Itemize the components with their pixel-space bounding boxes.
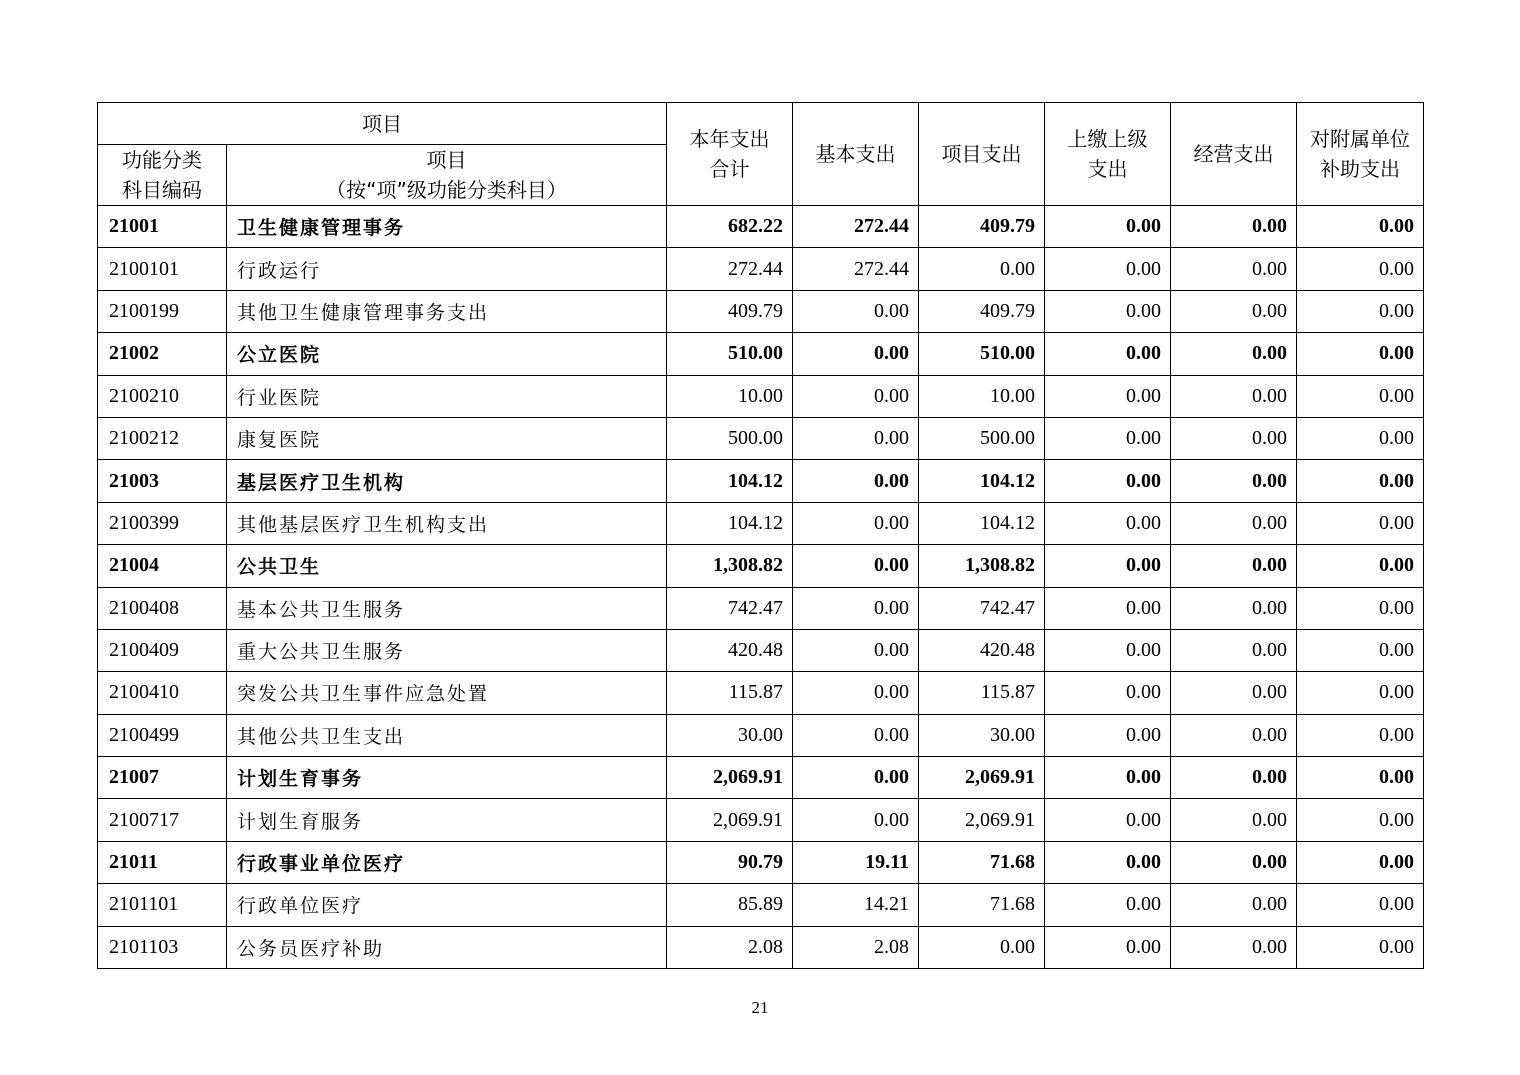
cell-upper: 0.00 xyxy=(1045,714,1171,756)
table-body xyxy=(98,206,1424,969)
cell-upper: 0.00 xyxy=(1045,757,1171,799)
table-row xyxy=(98,375,1424,417)
table-row xyxy=(98,417,1424,459)
cell-total: 115.87 xyxy=(667,672,793,714)
cell-upper: 0.00 xyxy=(1045,884,1171,926)
cell-code: 2100101 xyxy=(98,248,227,290)
cell-upper: 0.00 xyxy=(1045,926,1171,968)
table-row-category xyxy=(98,333,1424,375)
header-row-1 xyxy=(98,103,1424,145)
cell-upper: 0.00 xyxy=(1045,545,1171,587)
cell-name: 突发公共卫生事件应急处置 xyxy=(227,672,667,714)
cell-subsidy: 0.00 xyxy=(1297,841,1424,883)
cell-total: 2,069.91 xyxy=(667,799,793,841)
cell-name: 计划生育服务 xyxy=(227,799,667,841)
table-row xyxy=(98,714,1424,756)
page-number: 21 xyxy=(751,998,769,1017)
cell-business: 0.00 xyxy=(1171,545,1297,587)
cell-name: 行政单位医疗 xyxy=(227,884,667,926)
table-row xyxy=(98,672,1424,714)
cell-project: 0.00 xyxy=(919,926,1045,968)
cell-code: 21011 xyxy=(98,841,227,883)
cell-code: 2100210 xyxy=(98,375,227,417)
cell-business: 0.00 xyxy=(1171,629,1297,671)
cell-name: 基本公共卫生服务 xyxy=(227,587,667,629)
cell-business: 0.00 xyxy=(1171,714,1297,756)
table-row xyxy=(98,502,1424,544)
cell-business: 0.00 xyxy=(1171,926,1297,968)
cell-project: 1,308.82 xyxy=(919,545,1045,587)
cell-upper: 0.00 xyxy=(1045,841,1171,883)
cell-project: 409.79 xyxy=(919,290,1045,332)
cell-project: 10.00 xyxy=(919,375,1045,417)
cell-project: 0.00 xyxy=(919,248,1045,290)
cell-subsidy: 0.00 xyxy=(1297,206,1424,248)
cell-upper: 0.00 xyxy=(1045,629,1171,671)
cell-total: 409.79 xyxy=(667,290,793,332)
cell-project: 104.12 xyxy=(919,460,1045,502)
table-row xyxy=(98,926,1424,968)
cell-name: 计划生育事务 xyxy=(227,757,667,799)
cell-business: 0.00 xyxy=(1171,206,1297,248)
cell-basic: 0.00 xyxy=(793,757,919,799)
cell-code: 21007 xyxy=(98,757,227,799)
cell-total: 90.79 xyxy=(667,841,793,883)
cell-subsidy: 0.00 xyxy=(1297,672,1424,714)
cell-subsidy: 0.00 xyxy=(1297,248,1424,290)
cell-upper: 0.00 xyxy=(1045,672,1171,714)
cell-business: 0.00 xyxy=(1171,248,1297,290)
cell-business: 0.00 xyxy=(1171,757,1297,799)
header-total: 本年支出 合计 xyxy=(667,103,793,206)
cell-business: 0.00 xyxy=(1171,290,1297,332)
cell-total: 1,308.82 xyxy=(667,545,793,587)
table-row xyxy=(98,248,1424,290)
cell-code: 2100399 xyxy=(98,502,227,544)
cell-code: 2101103 xyxy=(98,926,227,968)
cell-business: 0.00 xyxy=(1171,587,1297,629)
cell-subsidy: 0.00 xyxy=(1297,460,1424,502)
cell-code: 2100717 xyxy=(98,799,227,841)
cell-code: 2100408 xyxy=(98,587,227,629)
table-row-category xyxy=(98,841,1424,883)
cell-basic: 0.00 xyxy=(793,714,919,756)
cell-upper: 0.00 xyxy=(1045,290,1171,332)
cell-code: 21004 xyxy=(98,545,227,587)
cell-upper: 0.00 xyxy=(1045,375,1171,417)
cell-name: 其他卫生健康管理事务支出 xyxy=(227,290,667,332)
cell-total: 2,069.91 xyxy=(667,757,793,799)
cell-upper: 0.00 xyxy=(1045,460,1171,502)
table-row xyxy=(98,799,1424,841)
cell-total: 420.48 xyxy=(667,629,793,671)
cell-total: 742.47 xyxy=(667,587,793,629)
cell-subsidy: 0.00 xyxy=(1297,629,1424,671)
cell-basic: 0.00 xyxy=(793,545,919,587)
cell-name: 基层医疗卫生机构 xyxy=(227,460,667,502)
cell-basic: 272.44 xyxy=(793,206,919,248)
cell-name: 重大公共卫生服务 xyxy=(227,629,667,671)
cell-name: 行业医院 xyxy=(227,375,667,417)
table-row xyxy=(98,884,1424,926)
cell-upper: 0.00 xyxy=(1045,206,1171,248)
cell-name: 康复医院 xyxy=(227,417,667,459)
cell-business: 0.00 xyxy=(1171,799,1297,841)
cell-code: 2100409 xyxy=(98,629,227,671)
cell-total: 682.22 xyxy=(667,206,793,248)
cell-code: 2101101 xyxy=(98,884,227,926)
cell-basic: 0.00 xyxy=(793,290,919,332)
cell-project: 30.00 xyxy=(919,714,1045,756)
cell-total: 272.44 xyxy=(667,248,793,290)
cell-project: 420.48 xyxy=(919,629,1045,671)
cell-total: 10.00 xyxy=(667,375,793,417)
cell-project: 71.68 xyxy=(919,841,1045,883)
table-row xyxy=(98,587,1424,629)
header-business: 经营支出 xyxy=(1171,103,1297,206)
cell-subsidy: 0.00 xyxy=(1297,417,1424,459)
cell-business: 0.00 xyxy=(1171,417,1297,459)
table-row-category xyxy=(98,757,1424,799)
header-code: 功能分类 科目编码 xyxy=(98,145,227,206)
table-row-category xyxy=(98,460,1424,502)
cell-total: 500.00 xyxy=(667,417,793,459)
cell-business: 0.00 xyxy=(1171,502,1297,544)
cell-subsidy: 0.00 xyxy=(1297,714,1424,756)
cell-name: 行政运行 xyxy=(227,248,667,290)
cell-upper: 0.00 xyxy=(1045,333,1171,375)
cell-business: 0.00 xyxy=(1171,333,1297,375)
cell-business: 0.00 xyxy=(1171,672,1297,714)
cell-project: 115.87 xyxy=(919,672,1045,714)
cell-name: 行政事业单位医疗 xyxy=(227,841,667,883)
cell-name: 其他公共卫生支出 xyxy=(227,714,667,756)
cell-code: 2100199 xyxy=(98,290,227,332)
cell-total: 104.12 xyxy=(667,502,793,544)
cell-code: 2100410 xyxy=(98,672,227,714)
cell-basic: 19.11 xyxy=(793,841,919,883)
cell-total: 2.08 xyxy=(667,926,793,968)
cell-basic: 0.00 xyxy=(793,333,919,375)
header-item-group: 项目 xyxy=(98,103,667,145)
cell-basic: 272.44 xyxy=(793,248,919,290)
cell-subsidy: 0.00 xyxy=(1297,757,1424,799)
cell-basic: 0.00 xyxy=(793,502,919,544)
header-project: 项目支出 xyxy=(919,103,1045,206)
cell-total: 30.00 xyxy=(667,714,793,756)
cell-basic: 0.00 xyxy=(793,629,919,671)
cell-subsidy: 0.00 xyxy=(1297,502,1424,544)
cell-basic: 0.00 xyxy=(793,417,919,459)
cell-project: 2,069.91 xyxy=(919,799,1045,841)
cell-subsidy: 0.00 xyxy=(1297,799,1424,841)
cell-total: 510.00 xyxy=(667,333,793,375)
cell-name: 卫生健康管理事务 xyxy=(227,206,667,248)
table-row-category xyxy=(98,206,1424,248)
cell-business: 0.00 xyxy=(1171,375,1297,417)
expenditure-table xyxy=(97,102,1424,969)
cell-name: 公立医院 xyxy=(227,333,667,375)
cell-code: 2100499 xyxy=(98,714,227,756)
cell-upper: 0.00 xyxy=(1045,799,1171,841)
header-upper: 上缴上级 支出 xyxy=(1045,103,1171,206)
cell-project: 104.12 xyxy=(919,502,1045,544)
cell-basic: 0.00 xyxy=(793,672,919,714)
cell-project: 500.00 xyxy=(919,417,1045,459)
cell-basic: 0.00 xyxy=(793,375,919,417)
header-name: 项目 （按“项”级功能分类科目） xyxy=(227,145,667,206)
cell-basic: 14.21 xyxy=(793,884,919,926)
cell-subsidy: 0.00 xyxy=(1297,333,1424,375)
cell-name: 公务员医疗补助 xyxy=(227,926,667,968)
cell-code: 21001 xyxy=(98,206,227,248)
table-row xyxy=(98,629,1424,671)
cell-upper: 0.00 xyxy=(1045,417,1171,459)
cell-subsidy: 0.00 xyxy=(1297,375,1424,417)
cell-project: 409.79 xyxy=(919,206,1045,248)
cell-subsidy: 0.00 xyxy=(1297,884,1424,926)
cell-subsidy: 0.00 xyxy=(1297,290,1424,332)
cell-project: 2,069.91 xyxy=(919,757,1045,799)
cell-code: 21003 xyxy=(98,460,227,502)
header-basic: 基本支出 xyxy=(793,103,919,206)
cell-business: 0.00 xyxy=(1171,884,1297,926)
cell-basic: 0.00 xyxy=(793,587,919,629)
cell-subsidy: 0.00 xyxy=(1297,587,1424,629)
cell-code: 21002 xyxy=(98,333,227,375)
cell-basic: 0.00 xyxy=(793,460,919,502)
cell-name: 其他基层医疗卫生机构支出 xyxy=(227,502,667,544)
table-row xyxy=(98,290,1424,332)
header-subsidy: 对附属单位 补助支出 xyxy=(1297,103,1424,206)
cell-basic: 2.08 xyxy=(793,926,919,968)
cell-upper: 0.00 xyxy=(1045,587,1171,629)
cell-subsidy: 0.00 xyxy=(1297,926,1424,968)
cell-project: 510.00 xyxy=(919,333,1045,375)
cell-code: 2100212 xyxy=(98,417,227,459)
cell-name: 公共卫生 xyxy=(227,545,667,587)
cell-basic: 0.00 xyxy=(793,799,919,841)
cell-upper: 0.00 xyxy=(1045,248,1171,290)
cell-total: 85.89 xyxy=(667,884,793,926)
cell-business: 0.00 xyxy=(1171,841,1297,883)
cell-total: 104.12 xyxy=(667,460,793,502)
cell-project: 71.68 xyxy=(919,884,1045,926)
cell-business: 0.00 xyxy=(1171,460,1297,502)
cell-upper: 0.00 xyxy=(1045,502,1171,544)
cell-subsidy: 0.00 xyxy=(1297,545,1424,587)
table-row-category xyxy=(98,545,1424,587)
cell-project: 742.47 xyxy=(919,587,1045,629)
